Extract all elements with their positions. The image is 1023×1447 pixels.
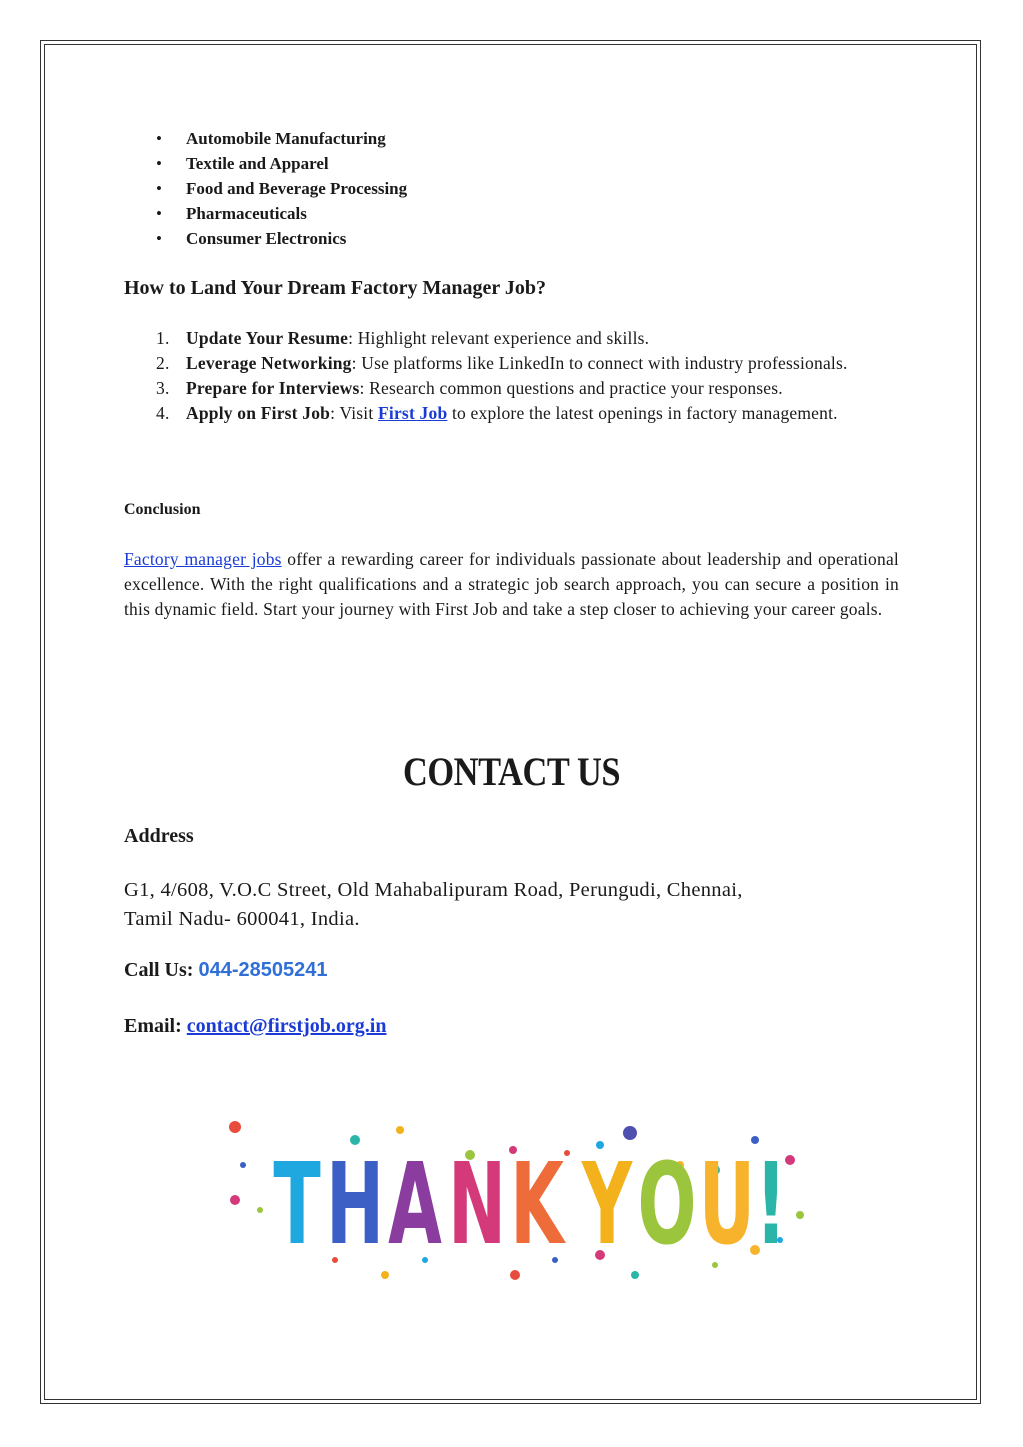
- thank-you-letter: H: [325, 1139, 385, 1270]
- step-title: Prepare for Interviews: [186, 378, 360, 398]
- list-item: 2. Leverage Networking: Use platforms like LinkedIn to connect with industry professionals.: [156, 353, 848, 373]
- thank-you-graphic: [215, 1115, 815, 1285]
- list-item: 4. Apply on First Job: Visit First Job to explore the latest openings in factory management.: [156, 403, 838, 423]
- conclusion-paragraph: Factory manager jobs offer a rewarding career for individuals passionate about leadership and operational excellence. With the right qualifications and a strategic job search approach, you can secure a position in this dynamic field. Start your journey with First Job and take a step closer to achieving your career goals.: [124, 549, 899, 619]
- steps-list: [124, 326, 899, 426]
- list-item: • Textile and Apparel: [124, 151, 899, 176]
- email-label: Email:: [124, 1015, 187, 1037]
- address-text: G1, 4/608, V.O.C Street, Old Mahabalipuram Road, Perungudi, Chennai, Tamil Nadu- 600041, India.: [124, 879, 743, 930]
- step-title: Update Your Resume: [186, 328, 349, 348]
- list-item: • Food and Beverage Processing: [124, 176, 899, 201]
- thank-you-letter: N: [447, 1139, 507, 1270]
- first-job-link[interactable]: First Job: [378, 403, 448, 423]
- thank-you-letter: A: [388, 1139, 442, 1270]
- call-label: Call Us:: [124, 959, 199, 981]
- step-title: Apply on First Job: [186, 403, 331, 423]
- thank-you-letter: Y: [581, 1139, 633, 1270]
- industries-list: [124, 126, 899, 251]
- list-item: 3. Prepare for Interviews: Research common questions and practice your responses.: [156, 378, 783, 398]
- email-line: [124, 1013, 899, 1039]
- step-title: Leverage Networking: [186, 353, 352, 373]
- thank-you-letter: K: [510, 1139, 564, 1270]
- thank-you-letter: !: [755, 1139, 787, 1270]
- call-us: [124, 957, 899, 983]
- email-link[interactable]: contact@firstjob.org.in: [186, 1015, 387, 1037]
- factory-manager-jobs-link[interactable]: Factory manager jobs: [124, 549, 282, 569]
- conclusion-heading: Conclusion: [124, 501, 201, 518]
- section-heading-dream-job: How to Land Your Dream Factory Manager Job?: [124, 277, 547, 299]
- list-item: • Pharmaceuticals: [124, 201, 899, 226]
- thank-you-letter: T: [273, 1139, 321, 1270]
- thank-you-letters: [273, 1140, 787, 1270]
- address-label: Address: [124, 825, 194, 847]
- thank-you-letter: O: [637, 1139, 697, 1270]
- list-item: • Automobile Manufacturing: [124, 126, 899, 151]
- thank-you-letter: U: [698, 1139, 756, 1270]
- list-item: 1. Update Your Resume: Highlight relevant experience and skills.: [156, 328, 650, 348]
- contact-title: CONTACT US: [402, 749, 621, 794]
- phone-link[interactable]: 044-28505241: [198, 959, 328, 981]
- list-item: • Consumer Electronics: [124, 226, 899, 251]
